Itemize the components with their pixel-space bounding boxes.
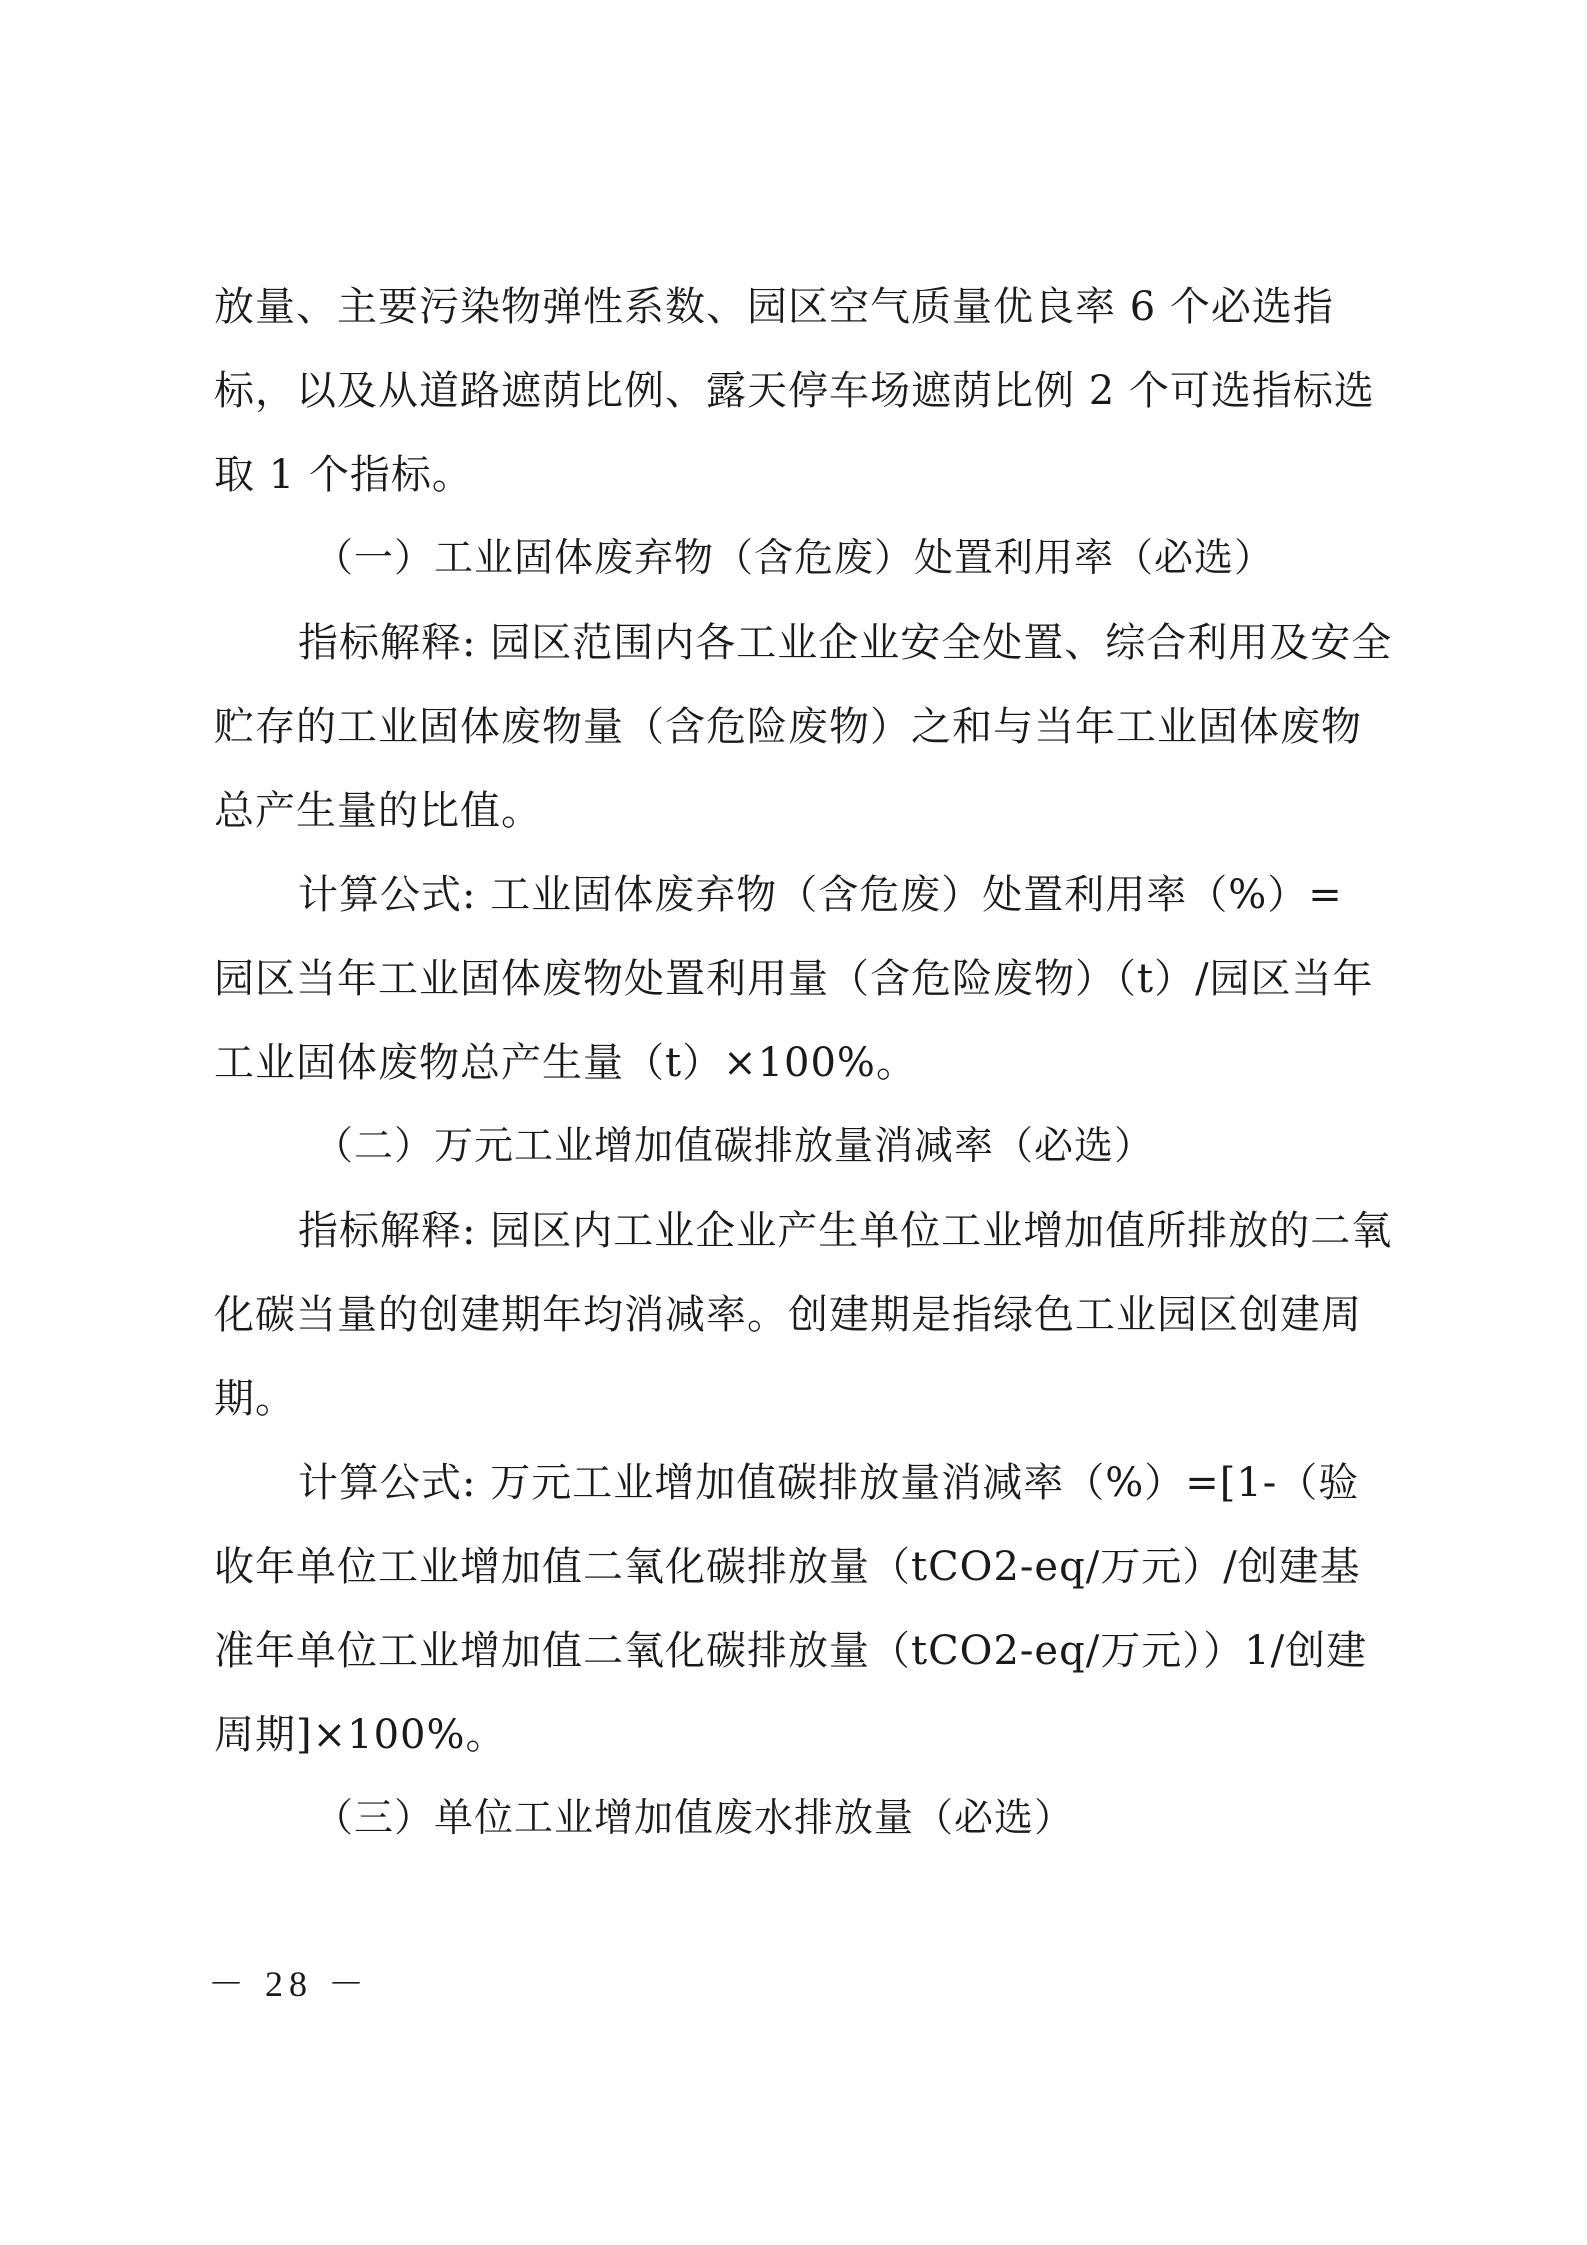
calculation-formula-1: 计算公式: 工业固体废弃物（含危废）处置利用率（%）= 园区当年工业固体废物处置利用量（含危险废物）（t）/园区当年工业固体废物总产生量（t）×100%。 <box>214 872 1374 1086</box>
section-heading-1: （一）工业固体废弃物（含危废）处置利用率（必选） <box>314 536 1275 581</box>
document-body <box>214 265 1394 1861</box>
section-heading-3: （三）单位工业增加值废水排放量（必选） <box>314 1796 1075 1841</box>
section-heading-2: （二）万元工业增加值碳排放量消减率（必选） <box>314 1124 1155 1169</box>
page-number: － 28 － <box>208 1964 371 2004</box>
indicator-explanation-1: 指标解释: 园区范围内各工业企业安全处置、综合利用及安全贮存的工业固体废物量（含危险废物）之和与当年工业固体废物总产生量的比值。 <box>214 620 1393 834</box>
indicator-explanation-2: 指标解释: 园区内工业企业产生单位工业增加值所排放的二氧化碳当量的创建期年均消减率。创建期是指绿色工业园区创建周期。 <box>214 1208 1393 1422</box>
calculation-formula-2: 计算公式: 万元工业增加值碳排放量消减率（%）=[1-（验收年单位工业增加值二氧化碳排放量（tCO2-eq/万元）/创建基准年单位工业增加值二氧化碳排放量（tCO2-eq/万元））1/创建周期]×100%。 <box>214 1460 1368 1758</box>
paragraph-continuation: 放量、主要污染物弹性系数、园区空气质量优良率 6 个必选指标，以及从道路遮荫比例、露天停车场遮荫比例 2 个可选指标选取 1 个指标。 <box>214 284 1375 498</box>
